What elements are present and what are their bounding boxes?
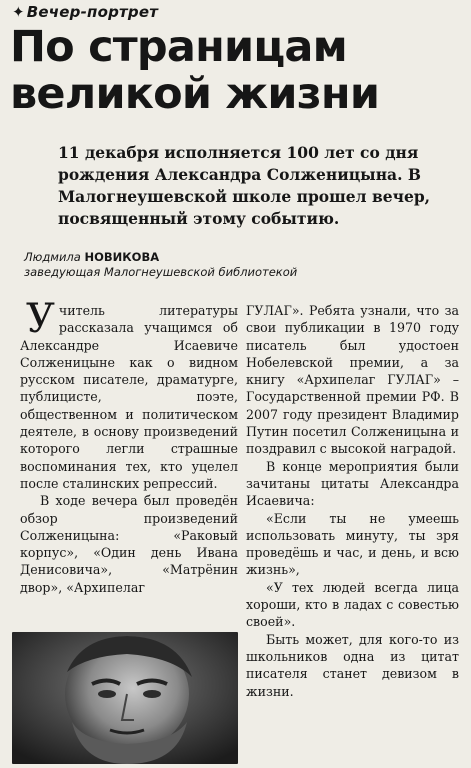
article-paragraph: В конце мероприятия были зачитаны цитаты Александра Исаевича:	[246, 458, 459, 509]
rubric	[12, 3, 158, 21]
lead-paragraph: 11 декабря исполняется 100 лет со дня рождения Александра Солженицына. В Малогнеушевской школе прошел вечер, посвященный этому событию.	[58, 143, 431, 228]
headline	[10, 24, 465, 118]
rubric-label: Вечер-портрет	[26, 3, 159, 21]
quote: «У тех людей всегда лица хороши, кто в ладах с совестью своей».	[246, 579, 459, 630]
author-last-name: НОВИКОВА	[84, 250, 160, 264]
article-paragraph: Быть может, для кого-то из школьников одна из цитат писателя станет девизом в жизни.	[246, 631, 459, 699]
headline-line-2: великой жизни	[10, 69, 380, 119]
article-column-2	[246, 302, 459, 700]
portrait-photo	[12, 632, 238, 764]
drop-cap: У	[26, 296, 55, 342]
article-paragraph: В ходе вечера был проведён обзор произведений Солженицына: «Раковый корпус», «Один день Ивана Денисовича», «Матрёнин двор», «Архипелаг	[20, 493, 238, 595]
article-paragraph: ГУЛАГ». Ребята узнали, что за свои публикации в 1970 году писатель был удостоен Нобелевской премии, а за книгу «Архипелаг ГУЛАГ» – Государственной премии РФ. В 2007 году президент Владимир Путин посетил Солженицына и поздравил с высокой наградой.	[246, 303, 459, 457]
author-role: заведующая Малогнеушевской библиотекой	[24, 265, 298, 279]
quote: «Если ты не умеешь использовать минуту, ты зря проведёшь и час, и день, и всю жизнь»,	[246, 510, 459, 578]
headline-line-1: По страницам	[10, 22, 347, 72]
article-column-1	[20, 296, 238, 596]
paragraph-text: читель литературы рассказала учащимся об Александре Исаевиче Солженицыне как о видном русском писателе, драматурге, публицисте, поэте, общественном и политическом деятеле, в основу произведений которого легли страшные воспоминания тех, кто уцелел после сталинских репрессий.	[20, 303, 238, 491]
author-byline	[24, 250, 297, 280]
author-first-name: Людмила	[24, 250, 81, 264]
article-paragraph	[20, 296, 238, 492]
diamond-icon: ✦	[12, 3, 25, 21]
